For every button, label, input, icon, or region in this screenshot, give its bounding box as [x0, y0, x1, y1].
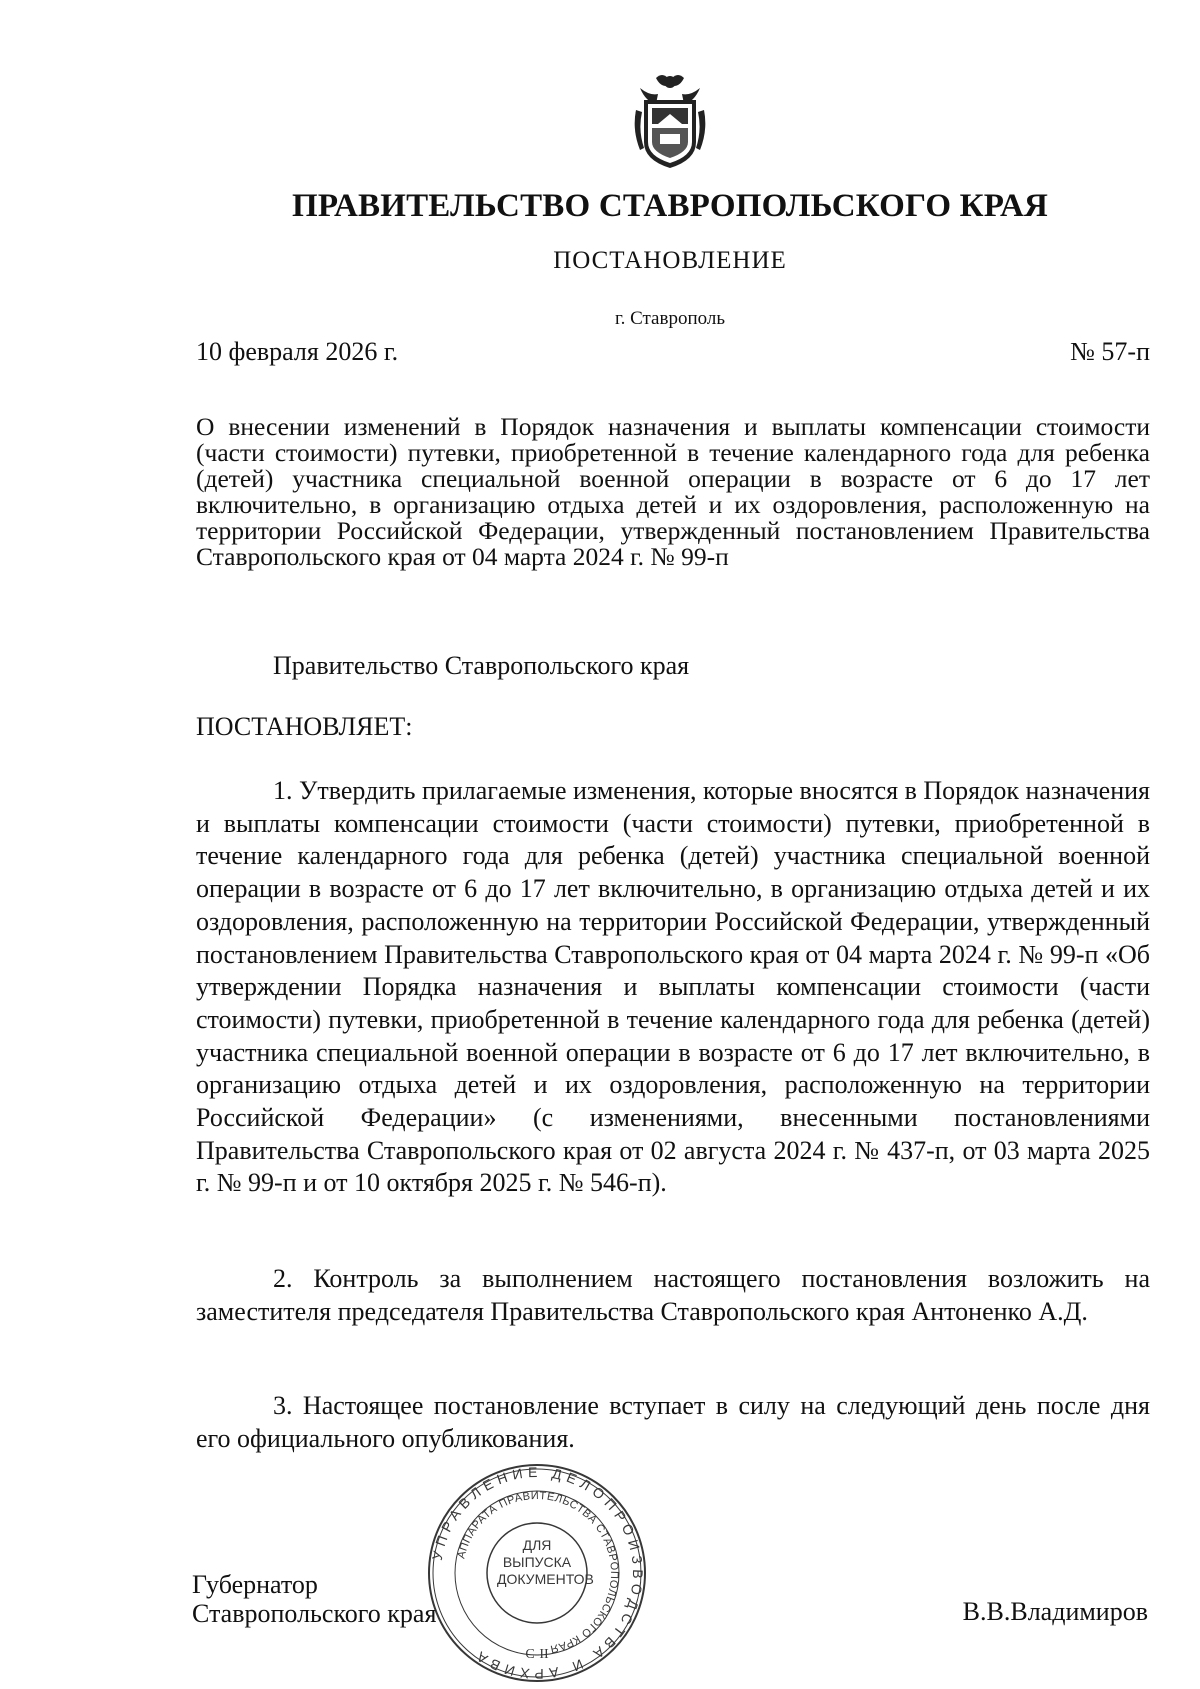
stamp-outer-text: УПРАВЛЕНИЕ ДЕЛОПРОИЗВОДСТВА И АРХИВА: [428, 1463, 647, 1683]
stamp-center-line-2: ВЫПУСКА: [502, 1554, 572, 1570]
official-stamp: [426, 1462, 648, 1684]
document-subject: О внесении изменений в Порядок назначения и выплаты компенсации стоимости (части стоимости) путевки, приобретенной в течение календарного года для ребенка (детей) участника специальной военной операции в возрасте от 6 до 17 лет включительно, в организацию отдыха детей и их оздоровления, расположенную на территории Российской Федерации, утвержденный постановлением Правительства Ставропольского края от 04 марта 2024 г. № 99-п: [196, 412, 1150, 571]
document-type: ПОСТАНОВЛЕНИЕ: [553, 247, 787, 274]
signatory-position-line-1: Губернатор: [192, 1570, 318, 1599]
document-city: г. Ставрополь: [614, 308, 726, 329]
signatory-name: В.В.Владимиров: [962, 1597, 1148, 1626]
resolves-heading: ПОСТАНОВЛЯЕТ:: [196, 712, 413, 741]
signatory-position-line-2: Ставропольского края: [192, 1599, 437, 1628]
paragraph-1: 1. Утвердить прилагаемые изменения, которые вносятся в Порядок назначения и выплаты компенсации стоимости (части стоимости) путевки, приобретенной в течение календарного года для ребенка (детей) участника специальной военной операции в возрасте от 6 до 17 лет включительно, в организацию отдыха детей и их оздоровления, расположенную на территории Российской Федерации, утвержденный постановлением Правительства Ставропольского края от 04 марта 2024 г. № 99-п «Об утверждении Порядка назначения и выплаты компенсации стоимости (части стоимости) путевки, приобретенной в течение календарного года для ребенка (детей) участника специальной военной операции в возрасте от 6 до 17 лет включительно, в организацию отдыха детей и их оздоровления, расположенную на территории Российской Федерации» (с изменениями, внесенными постановлениями Правительства Ставропольского края от 02 августа 2024 г. № 437-п, от 03 марта 2025 г. № 99-п и от 10 октября 2025 г. № 546-п).: [196, 776, 1150, 1198]
stamp-code: С-II: [525, 1647, 549, 1662]
stamp-inner-text: АППАРАТА ПРАВИТЕЛЬСТВА СТАВРОПОЛЬСКОГО КРАЯ: [455, 1489, 621, 1655]
government-intro: Правительство Ставропольского края: [273, 651, 690, 680]
document-number: № 57-п: [1070, 337, 1150, 366]
paragraph-2: 2. Контроль за выполнением настоящего постановления возложить на заместителя председателя Правительства Ставропольского края Антоненко А.Д.: [196, 1264, 1150, 1326]
paragraph-3: 3. Настоящее постановление вступает в силу на следующий день после дня его официального опубликования.: [196, 1391, 1150, 1453]
signatory-position: [192, 1570, 436, 1628]
stamp-center-text: [497, 1537, 594, 1588]
coat-of-arms-icon: [630, 70, 710, 170]
government-title: ПРАВИТЕЛЬСТВО СТАВРОПОЛЬСКОГО КРАЯ: [291, 188, 1049, 224]
stamp-center-line-1: ДЛЯ: [522, 1537, 552, 1553]
document-date: 10 февраля 2026 г.: [196, 337, 399, 366]
stamp-center-line-3: ДОКУМЕНТОВ: [497, 1571, 594, 1587]
